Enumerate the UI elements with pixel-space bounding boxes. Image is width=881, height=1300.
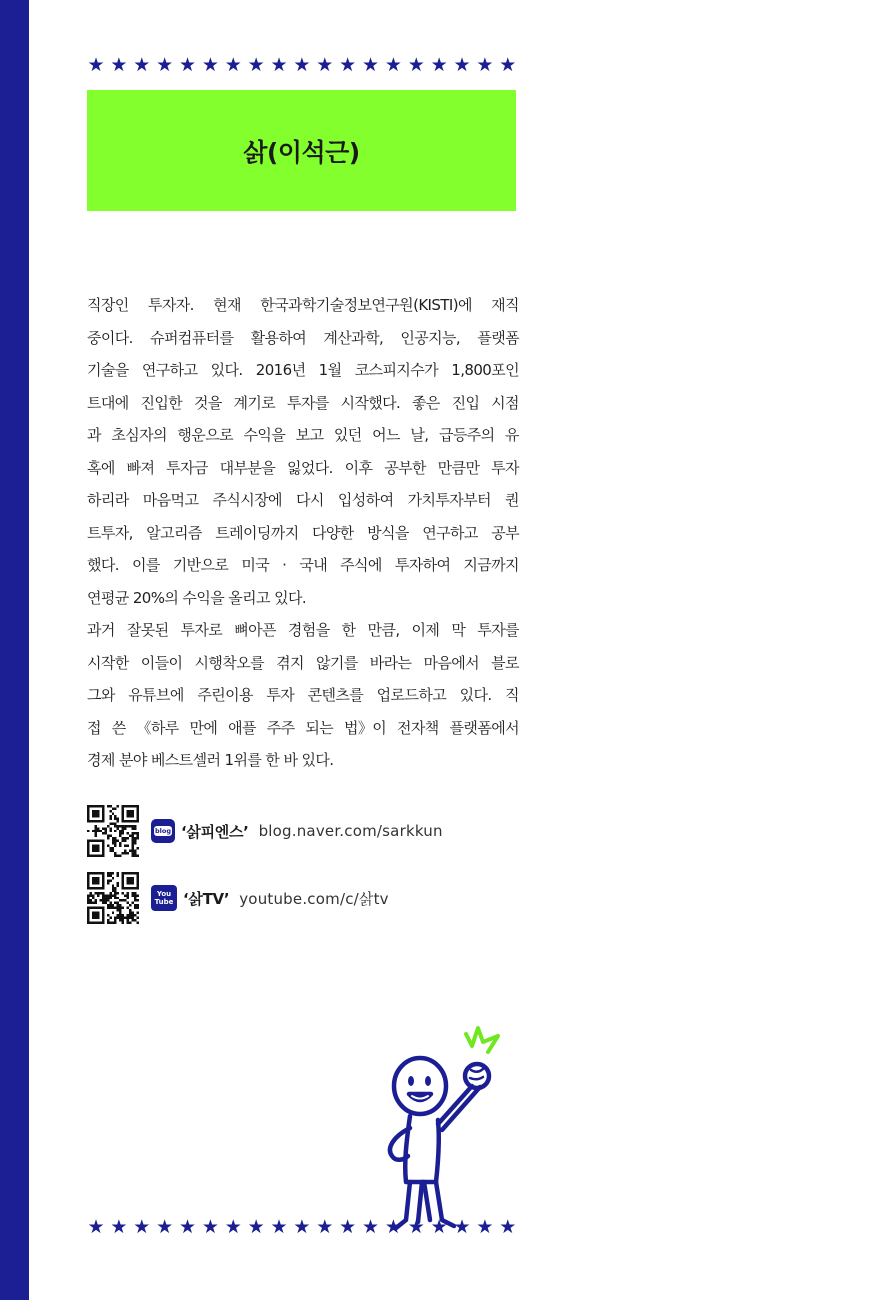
star-icon: ★	[201, 54, 219, 76]
star-icon: ★	[87, 54, 105, 76]
bio-line: 그와 유튜브에 주린이용 투자 콘텐츠를 업로드하고 있다. 직	[87, 686, 519, 704]
blog-badge-label: blog	[155, 827, 171, 835]
author-bio	[87, 289, 519, 777]
star-icon: ★	[453, 1216, 471, 1238]
bio-line: 연평균 20%의 수익을 올리고 있다.	[87, 588, 307, 607]
star-icon: ★	[361, 54, 380, 76]
bio-line: 과거 잘못된 투자로 뼈아픈 경험을 한 만큼, 이제 막 투자를	[87, 621, 519, 639]
blog-link-row[interactable]	[87, 805, 527, 857]
author-title-banner	[87, 90, 516, 211]
star-icon: ★	[430, 54, 448, 76]
star-border-top	[86, 54, 518, 76]
star-icon: ★	[339, 1216, 357, 1238]
star-icon: ★	[224, 1216, 242, 1238]
star-icon: ★	[247, 54, 265, 76]
book-spine-stripe	[0, 0, 29, 1300]
bio-line: 혹에 빠져 투자금 대부분을 잃었다. 이후 공부한 만큼만 투자	[87, 458, 519, 477]
star-icon: ★	[476, 54, 494, 76]
bio-line: 직장인 투자자. 현재 한국과학기술정보연구원(KISTI)에 재직	[87, 296, 519, 314]
cheering-stick-figure-mascot-icon	[380, 1024, 520, 1239]
star-icon: ★	[407, 1216, 425, 1238]
star-icon: ★	[316, 1216, 334, 1238]
bio-line: 기술을 연구하고 있다. 2016년 1월 코스피지수가 1,800포인	[87, 361, 519, 379]
star-icon: ★	[407, 54, 425, 76]
star-icon: ★	[110, 1216, 128, 1238]
star-icon: ★	[339, 54, 357, 76]
star-icon: ★	[133, 54, 151, 76]
star-icon: ★	[156, 1216, 174, 1238]
star-icon: ★	[178, 54, 197, 76]
star-icon: ★	[476, 1216, 494, 1238]
star-icon: ★	[384, 1216, 402, 1238]
star-icon: ★	[499, 54, 517, 76]
star-icon: ★	[178, 1216, 197, 1238]
star-icon: ★	[133, 1216, 151, 1238]
youtube-channel-name: ‘삵TV’	[183, 889, 230, 908]
youtube-qr-code-icon	[87, 872, 139, 924]
bio-line: 접 쓴 《하루 만에 애플 주주 되는 법》이 전자책 플랫폼에서	[87, 718, 519, 737]
star-icon: ★	[316, 54, 334, 76]
bio-line: 중이다. 슈퍼컴퓨터를 활용하여 계산과학, 인공지능, 플랫폼	[87, 328, 519, 347]
star-icon: ★	[270, 1216, 288, 1238]
blog-name: ‘삵피엔스’	[181, 822, 249, 841]
star-icon: ★	[224, 54, 242, 76]
bio-line: 하리라 마음먹고 주식시장에 다시 입성하여 가치투자부터 퀀	[87, 491, 519, 509]
star-icon: ★	[247, 1216, 265, 1238]
star-icon: ★	[293, 1216, 311, 1238]
star-icon: ★	[156, 54, 174, 76]
blog-url[interactable]: blog.naver.com/sarkkun	[258, 822, 443, 840]
youtube-icon	[151, 885, 177, 911]
bio-line: 트투자, 알고리즘 트레이딩까지 다양한 방식을 연구하고 공부	[87, 523, 519, 542]
bio-line: 과 초심자의 행운으로 수익을 보고 있던 어느 날, 급등주의 유	[87, 426, 519, 444]
star-icon: ★	[293, 54, 311, 76]
star-icon: ★	[87, 1216, 105, 1238]
naver-blog-icon	[151, 819, 175, 843]
bio-line: 했다. 이를 기반으로 미국 · 국내 주식에 투자하여 지금까지	[87, 556, 519, 574]
youtube-badge-label-1: You	[156, 890, 172, 898]
youtube-url[interactable]: youtube.com/c/삵tv	[239, 889, 389, 908]
bio-line: 트대에 진입한 것을 계기로 투자를 시작했다. 좋은 진입 시점	[87, 393, 519, 412]
blog-qr-code-icon	[87, 805, 139, 857]
bio-line: 경제 분야 베스트셀러 1위를 한 바 있다.	[87, 751, 334, 769]
author-name: 삵(이석근)	[243, 137, 360, 167]
star-icon: ★	[110, 54, 128, 76]
star-icon: ★	[453, 54, 471, 76]
star-icon: ★	[499, 1216, 517, 1238]
bio-line: 시작한 이들이 시행착오를 겪지 않기를 바라는 마음에서 블로	[87, 653, 519, 672]
star-icon: ★	[270, 54, 288, 76]
star-icon: ★	[384, 54, 402, 76]
youtube-link-row[interactable]	[87, 872, 527, 924]
star-icon: ★	[361, 1216, 380, 1238]
star-icon: ★	[430, 1216, 448, 1238]
star-icon: ★	[201, 1216, 219, 1238]
youtube-badge-label-2: Tube	[154, 898, 174, 906]
